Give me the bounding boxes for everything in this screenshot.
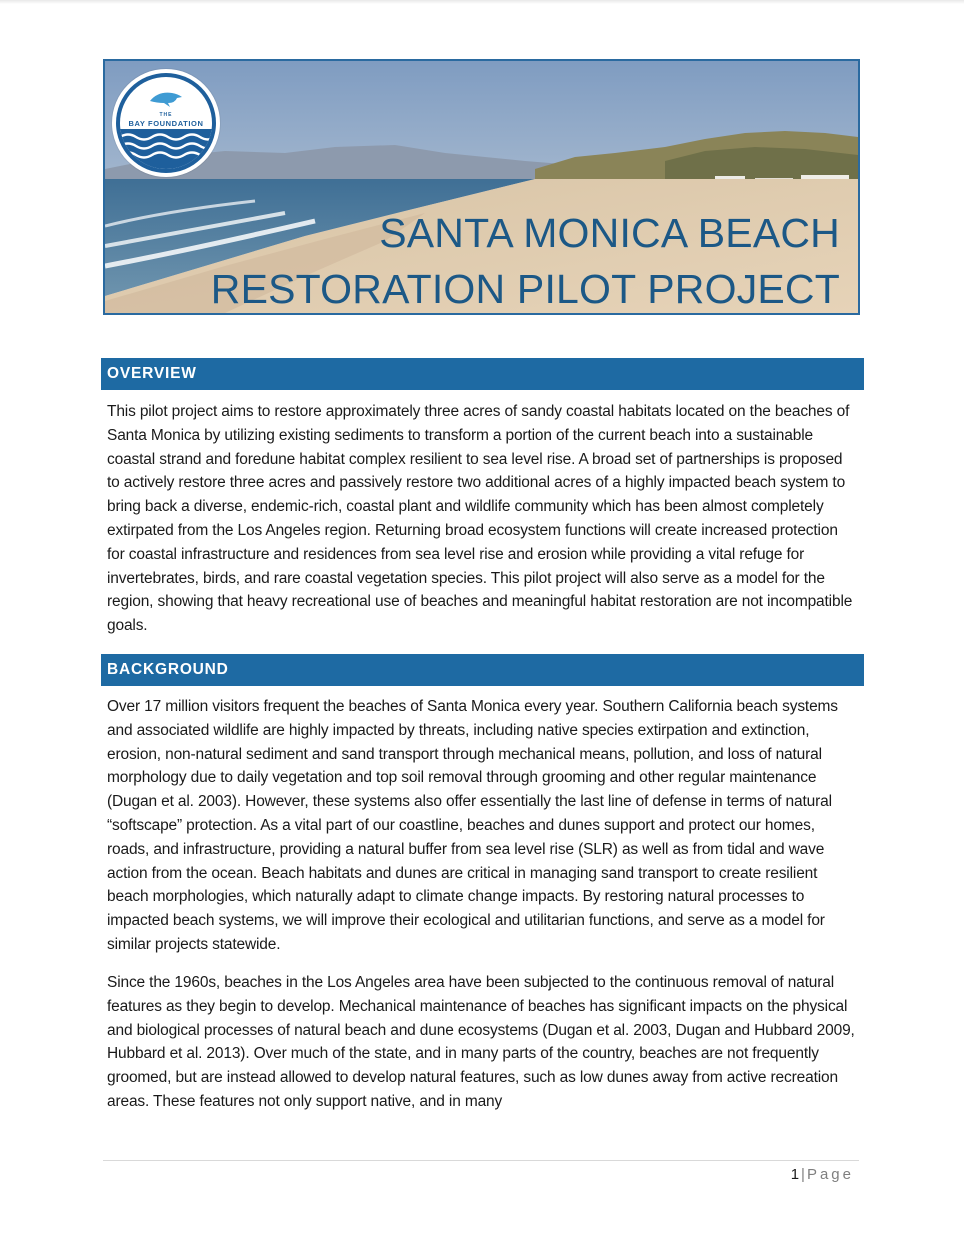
background-paragraph-1: Over 17 million visitors frequent the beaches of Santa Monica every year. Southern California beach systems and associated wildlife are highly impacted by threats, including native species extirpation and extinction, erosion, non-natural sediment and sand transport through mechanical means, pollution, and loss of natural morphology due to daily vegetation and top soil removal through grooming and other regular maintenance (Dugan et al. 2003). However, these systems also offer essentially the last line of defense in terms of natural “softscape” protection. As a vital part of our coastline, beaches and dunes support and protect our homes, roads, and infrastructure, providing a natural buffer from sea level rise (SLR) as well as from tidal and wave action from the ocean. Beach habitats and dunes are critical in managing sand transport to create resilient beach morphologies, which naturally adapt to climate change impacts. By restoring natural processes to impacted beach systems, we will improve their ecological and utilitarian functions, and serve as a model for similar projects statewide. [107, 698, 838, 953]
overview-paragraph: This pilot project aims to restore approximately three acres of sandy coastal habitats located on the beaches of Santa Monica by utilizing existing sediments to transform a portion of the current beach into a sustainable coastal strand and foredune habitat complex resilient to sea level rise. A broad set of partnerships is proposed to actively restore three acres and passively restore two additional acres of a highly impacted beach system to bring back a diverse, endemic-rich, coastal plant and wildlife community which has been almost completely extirpated from the Los Angeles region. Returning broad ecosystem functions will create increased protection for coastal infrastructure and residences from sea level rise and erosion while providing a vital refuge for invertebrates, birds, and rare coastal vegetation species. This pilot project will also serve as a model for the region, showing that heavy recreational use of beaches and meaningful habitat restoration are not incompatible goals. [107, 403, 853, 635]
title-banner [103, 59, 860, 315]
footer-divider [103, 1160, 859, 1161]
page-footer [791, 1166, 854, 1183]
title-line-2: RESTORATION PILOT PROJECT [210, 266, 840, 312]
background-header [101, 654, 864, 686]
logo-small-text: THE [159, 112, 173, 118]
page-number: 1 [790, 1166, 800, 1183]
title-line-1: SANTA MONICA BEACH [379, 210, 840, 256]
logo-name: BAY FOUNDATION [128, 119, 204, 128]
page-top-edge [0, 0, 964, 4]
overview-heading: OVERVIEW [107, 365, 197, 382]
waves-icon [120, 129, 212, 169]
background-heading: BACKGROUND [107, 661, 229, 678]
page-separator: | [801, 1166, 805, 1183]
overview-header [101, 358, 864, 390]
dolphin-icon [148, 87, 184, 109]
page-label: Page [806, 1166, 854, 1183]
bay-foundation-logo [112, 69, 220, 177]
background-paragraph-2: Since the 1960s, beaches in the Los Angeles area have been subjected to the continuous removal of natural features as they begin to develop. Mechanical maintenance of beaches has significant impacts on the physical and biological processes of natural beach and dune ecosystems (Dugan et al. 2003, Dugan and Hubbard 2009, Hubbard et al. 2013). Over much of the state, and in many parts of the country, beaches are not frequently groomed, but are instead allowed to develop natural features, such as low dunes away from active recreation areas. These features not only support native, and in many [107, 974, 855, 1110]
